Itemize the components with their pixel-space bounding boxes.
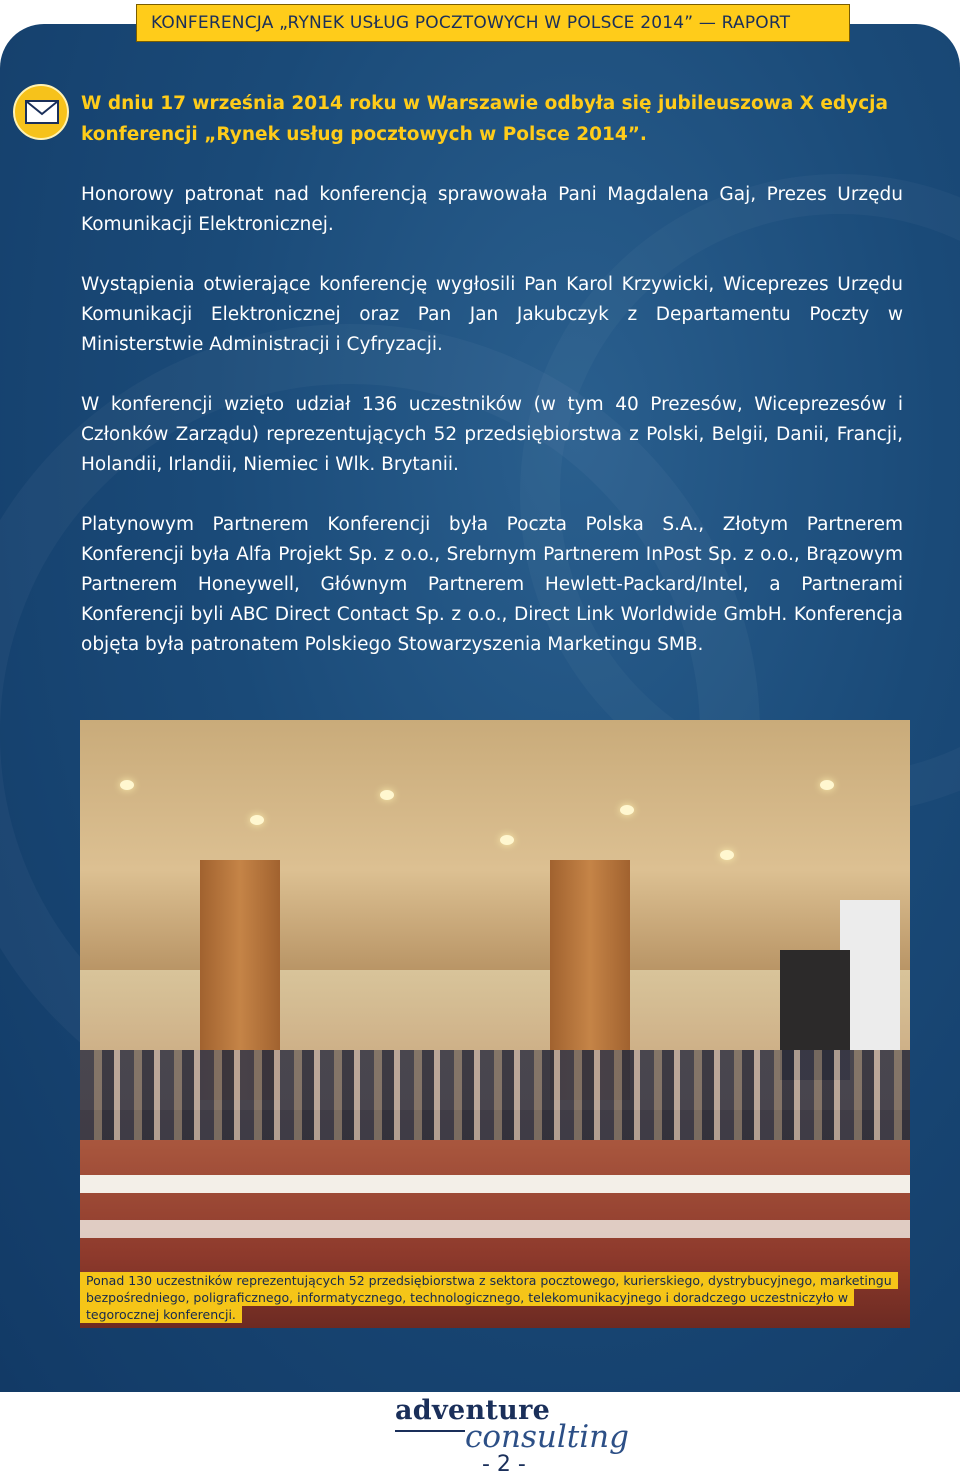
patronage-paragraph: Honorowy patronat nad konferencją sprawowała Pani Magdalena Gaj, Prezes Urzędu Komunikacji Elektronicznej. [81, 184, 903, 235]
envelope-icon [13, 84, 69, 140]
logo-rule [395, 1430, 465, 1432]
photo-caption-text: Ponad 130 uczestników reprezentujących 52 przedsiębiorstwa z sektora pocztowego, kurierskiego, dystrybucyjnego, marketingu bezpośredniego, poligraficznego, informatycznego, technologicznego, telekomunikacyjnego i doradczego uczestniczyło w tegorocznej konferencji. [80, 1272, 898, 1323]
ceiling-light [120, 780, 134, 790]
ceiling-light [380, 790, 394, 800]
ceiling-light [720, 850, 734, 860]
photo-caption [80, 1272, 910, 1323]
lead-paragraph: W dniu 17 września 2014 roku w Warszawie odbyła się jubileuszowa X edycja konferencji „Rynek usług pocztowych w Polsce 2014”. [81, 93, 889, 145]
logo-word-consulting: consulting [465, 1419, 629, 1455]
participants-paragraph: W konferencji wzięto udział 136 uczestników (w tym 40 Prezesów, Wiceprezesów i Członków Zarządu) reprezentujących 52 przedsiębiorstwa z Polski, Belgii, Danii, Francji, Holandii, Irlandii, Niemiec i Wlk. Brytanii. [81, 394, 903, 475]
adventure-consulting-logo [395, 1395, 635, 1459]
table-cloth [80, 1220, 910, 1238]
report-header: KONFERENCJA „RYNEK USŁUG POCZTOWYCH W POLSCE 2014” — RAPORT [136, 4, 850, 42]
logo-word-adventure: adventure [395, 1395, 551, 1426]
ceiling-light [820, 780, 834, 790]
conference-hall-photo [80, 720, 910, 1328]
partners-paragraph: Platynowym Partnerem Konferencji była Poczta Polska S.A., Złotym Partnerem Konferencji była Alfa Projekt Sp. z o.o., Srebrnym Partnerem InPost Sp. z o.o., Brązowym Partnerem Honeywell, Głównym Partnerem Hewlett-Packard/Intel, a Partnerami Konferencji byli ABC Direct Contact Sp. z o.o., Direct Link Worldwide GmbH. Konferencja objęta była patronatem Polskiego Stowarzyszenia Marketingu SMB. [81, 514, 903, 655]
page-number: - 2 - [482, 1452, 526, 1477]
ceiling-light [500, 835, 514, 845]
ceiling-light [620, 805, 634, 815]
opening-speeches-paragraph: Wystąpienia otwierające konferencję wygłosili Pan Karol Krzywicki, Wiceprezes Urzędu Komunikacji Elektronicznej oraz Pan Jan Jakubczyk z Departamentu Poczty w Ministerstwie Administracji i Cyfryzacji. [81, 274, 903, 355]
table-cloth [80, 1175, 910, 1193]
ceiling-light [250, 815, 264, 825]
